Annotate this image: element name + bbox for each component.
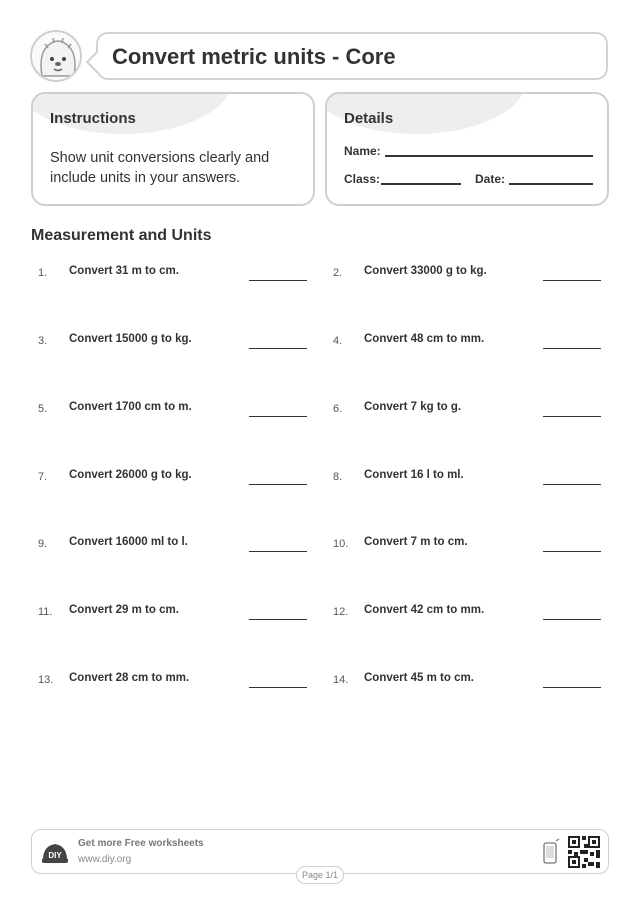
svg-text:DIY: DIY xyxy=(48,851,62,860)
name-label: Name: xyxy=(344,144,381,158)
details-card xyxy=(325,92,609,206)
answer-line[interactable] xyxy=(249,484,307,485)
question-item xyxy=(38,672,308,696)
instructions-title: Instructions xyxy=(50,110,136,127)
mascot-icon xyxy=(30,30,82,82)
question-item xyxy=(38,333,308,357)
question-item xyxy=(38,265,308,289)
question-text: Convert 16000 ml to l. xyxy=(69,536,188,548)
answer-line[interactable] xyxy=(543,484,601,485)
question-item xyxy=(333,401,603,425)
question-item xyxy=(333,536,603,560)
question-item xyxy=(38,469,308,493)
question-item xyxy=(333,265,603,289)
answer-line[interactable] xyxy=(543,687,601,688)
class-label: Class: xyxy=(344,172,381,186)
question-text: Convert 15000 g to kg. xyxy=(69,333,192,345)
question-text: Convert 1700 cm to m. xyxy=(69,401,192,413)
question-text: Convert 42 cm to mm. xyxy=(364,604,485,616)
question-number: 6. xyxy=(333,403,343,415)
question-number: 7. xyxy=(38,471,48,483)
date-field[interactable] xyxy=(509,183,593,185)
question-number: 13. xyxy=(38,674,54,686)
question-number: 3. xyxy=(38,335,48,347)
answer-line[interactable] xyxy=(249,551,307,552)
question-number: 10. xyxy=(333,538,349,550)
instructions-text: Show unit conversions clearly and include units in your answers. xyxy=(50,150,270,186)
question-text: Convert 7 m to cm. xyxy=(364,536,468,548)
question-item xyxy=(333,672,603,696)
question-text: Convert 29 m to cm. xyxy=(69,604,179,616)
answer-line[interactable] xyxy=(543,551,601,552)
class-field[interactable] xyxy=(381,183,461,185)
footer-link[interactable]: www.diy.org xyxy=(78,854,132,865)
question-text: Convert 26000 g to kg. xyxy=(69,469,192,481)
question-text: Convert 33000 g to kg. xyxy=(364,265,487,277)
answer-line[interactable] xyxy=(249,619,307,620)
answer-line[interactable] xyxy=(543,348,601,349)
answer-line[interactable] xyxy=(543,280,601,281)
question-item xyxy=(38,401,308,425)
qr-code-icon[interactable] xyxy=(568,836,600,868)
page-indicator: Page 1/1 xyxy=(296,866,344,884)
question-number: 2. xyxy=(333,267,343,279)
title-box xyxy=(96,32,608,80)
answer-line[interactable] xyxy=(249,348,307,349)
question-text: Convert 28 cm to mm. xyxy=(69,672,190,684)
question-text: Convert 16 l to ml. xyxy=(364,469,464,481)
question-number: 12. xyxy=(333,606,349,618)
phone-icon xyxy=(542,838,562,866)
footer-promo-text: Get more Free worksheets xyxy=(78,838,204,849)
diy-logo-icon[interactable] xyxy=(42,840,68,864)
answer-line[interactable] xyxy=(249,687,307,688)
question-number: 4. xyxy=(333,335,343,347)
question-text: Convert 31 m to cm. xyxy=(69,265,179,277)
page-title: Convert metric units - Core xyxy=(112,44,396,69)
question-item xyxy=(38,604,308,628)
name-field[interactable] xyxy=(385,155,593,157)
date-label: Date: xyxy=(475,172,506,186)
answer-line[interactable] xyxy=(249,280,307,281)
question-item xyxy=(333,333,603,357)
question-item xyxy=(38,536,308,560)
question-number: 11. xyxy=(38,606,53,618)
answer-line[interactable] xyxy=(543,416,601,417)
section-heading: Measurement and Units xyxy=(31,227,212,244)
instructions-card xyxy=(31,92,315,206)
question-text: Convert 45 m to cm. xyxy=(364,672,474,684)
answer-line[interactable] xyxy=(543,619,601,620)
question-text: Convert 48 cm to mm. xyxy=(364,333,485,345)
question-number: 5. xyxy=(38,403,48,415)
answer-line[interactable] xyxy=(249,416,307,417)
question-number: 1. xyxy=(38,267,48,279)
question-number: 8. xyxy=(333,471,343,483)
question-number: 14. xyxy=(333,674,349,686)
details-title: Details xyxy=(344,110,394,127)
question-text: Convert 7 kg to g. xyxy=(364,401,462,413)
question-item xyxy=(333,469,603,493)
question-number: 9. xyxy=(38,538,48,550)
question-item xyxy=(333,604,603,628)
